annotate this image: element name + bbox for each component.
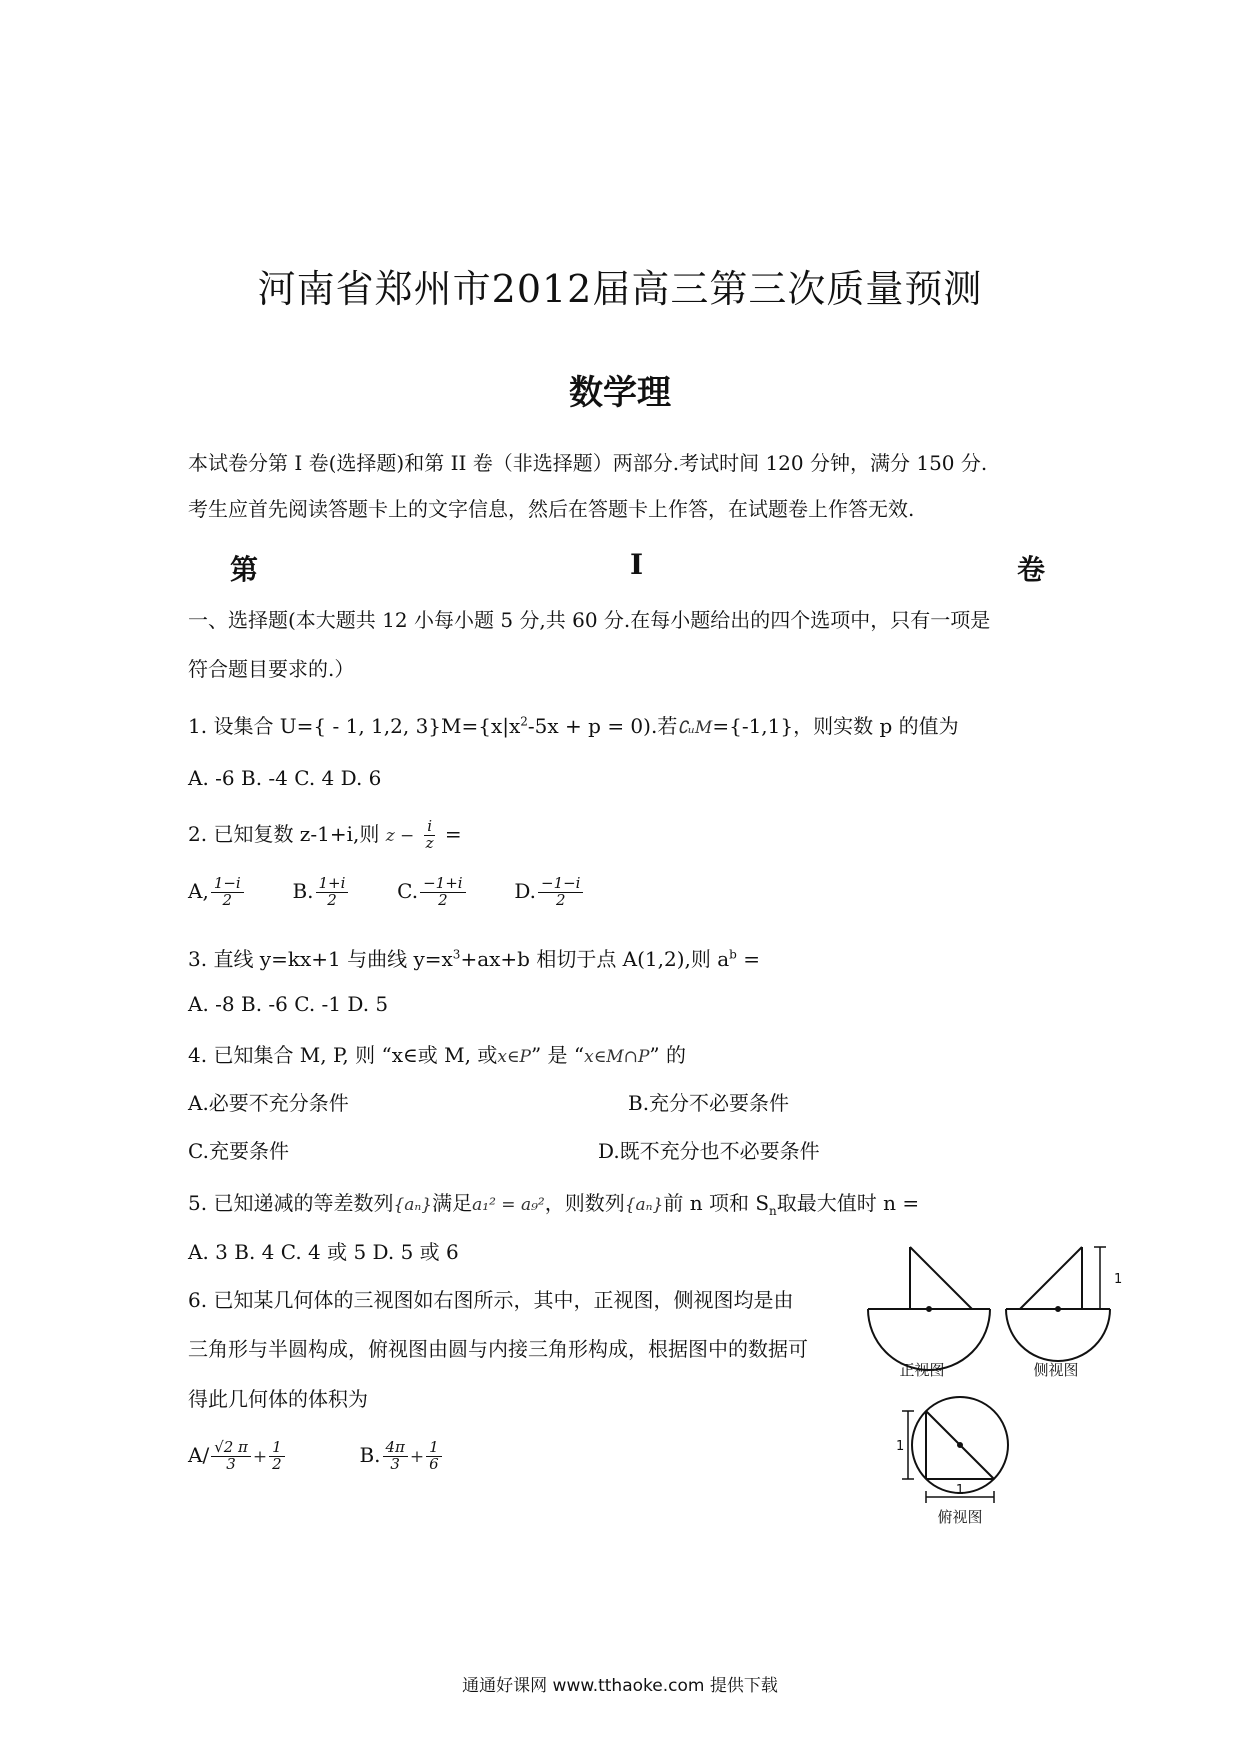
- q3-stem-part: +ax+b 相切于点 A(1,2),则 a: [460, 947, 730, 971]
- side-view-label: 侧视图: [1033, 1361, 1079, 1379]
- frac-den: 2: [438, 890, 448, 909]
- question-6-options: [188, 1440, 444, 1473]
- q2-frac-den: z: [425, 834, 434, 852]
- intro-line-2: 考生应首先阅读答题卡上的文字信息，然后在答题卡上作答，在试题卷上作答无效.: [188, 497, 915, 521]
- question-4-option-c: C.充要条件: [188, 1139, 289, 1163]
- question-4-stem: [188, 1039, 686, 1068]
- question-3-stem: [188, 943, 760, 972]
- frac-num: −1−i: [538, 876, 583, 893]
- q3-sup: b: [729, 947, 737, 962]
- front-view-center-point: [927, 1307, 931, 1311]
- part1-line-2: 符合题目要求的.）: [188, 657, 355, 681]
- q6-option-b-frac2: [426, 1440, 442, 1473]
- question-4-option-b: B.充分不必要条件: [628, 1091, 790, 1115]
- question-6-line-2: 三角形与半圆构成，俯视图由圆与内接三角形构成，根据图中的数据可: [188, 1337, 808, 1361]
- q6-option-a-frac: [211, 1440, 251, 1473]
- intro-line-1: 本试卷分第 I 卷(选择题)和第 II 卷（非选择题）两部分.考试时间 120 分钟，满分 150 分.: [188, 451, 988, 475]
- q2-stem-part: 2. 已知复数 z-1+i,则: [188, 822, 380, 846]
- frac-den: 3: [226, 1454, 236, 1473]
- q2-option-a: A,: [188, 878, 209, 903]
- side-view-drawing: [1006, 1247, 1110, 1361]
- q2-option-d-frac: [538, 876, 583, 909]
- question-1-stem: [188, 710, 959, 739]
- section-heading-middle: I: [630, 548, 644, 581]
- section-heading-left: 第: [230, 553, 259, 586]
- frac-den: 2: [222, 890, 233, 909]
- q1-stem-part: -5x + p = 0).若: [527, 714, 678, 738]
- q6-option-a-frac2: [269, 1440, 285, 1473]
- q4-stem-part: ” 的: [649, 1043, 686, 1067]
- page-title: 河南省郑州市2012届高三第三次质量预测: [257, 267, 983, 311]
- frac-num: 1+i: [316, 876, 349, 893]
- q1-sup: 2: [520, 714, 528, 729]
- q3-stem-part: =: [736, 947, 760, 971]
- q2-frac-num: i: [424, 819, 435, 836]
- q5-math: {aₙ}: [624, 1195, 664, 1215]
- q5-stem-part: 取最大值时 n =: [776, 1191, 920, 1215]
- q4-stem-part: ” 是 “: [530, 1043, 585, 1067]
- q6-plus: +: [409, 1446, 425, 1467]
- question-6-line-1: 6. 已知某几何体的三视图如右图所示，其中，正视图，侧视图均是由: [188, 1288, 794, 1312]
- q3-stem-part: 3. 直线 y=kx+1 与曲线 y=x: [188, 947, 453, 971]
- q5-stem-part: 满足: [432, 1191, 473, 1215]
- frac-num: 1: [269, 1440, 285, 1457]
- q5-sub: n: [769, 1204, 777, 1218]
- q6-option-b-frac: [383, 1440, 408, 1473]
- section-heading-right: 卷: [1017, 553, 1046, 586]
- question-4-option-a: A.必要不充分条件: [188, 1091, 349, 1115]
- q4-stem-part: 4. 已知集合 M, P, 则 “x∈或 M, 或: [188, 1043, 498, 1067]
- page-subtitle: 数学理: [569, 373, 671, 413]
- front-view-drawing: [868, 1247, 990, 1370]
- q5-stem-part: 前 n 项和 S: [663, 1191, 770, 1215]
- side-view-hypotenuse: [1020, 1247, 1082, 1309]
- q2-fraction: [423, 819, 437, 852]
- question-6-line-3: 得此几何体的体积为: [188, 1387, 368, 1411]
- q4-math: x∈P: [497, 1047, 531, 1067]
- q2-option-b-frac: [316, 876, 349, 909]
- side-view-semicircle: [1006, 1309, 1110, 1361]
- q2-option-c-frac: [420, 876, 465, 909]
- q2-option-d: D.: [514, 878, 536, 903]
- question-5-stem: [188, 1187, 919, 1218]
- front-view-hypotenuse: [910, 1247, 972, 1309]
- footer-text: 通通好课网 www.tthaoke.com 提供下载: [462, 1676, 778, 1696]
- part1-line-1: 一、选择题(本大题共 12 小每小题 5 分,共 60 分.在每小题给出的四个选项中，只有一项是: [188, 608, 991, 632]
- top-view-center-point: [958, 1443, 962, 1447]
- frac-num: 1−i: [211, 876, 244, 893]
- frac-num: √2 π: [211, 1440, 251, 1457]
- frac-den: 2: [327, 890, 337, 909]
- q1-math: ∁ᵤM: [677, 718, 713, 738]
- front-view-label: 正视图: [899, 1361, 945, 1379]
- frac-num: −1+i: [420, 876, 465, 893]
- frac-den: 2: [555, 890, 566, 909]
- three-view-figure: [860, 1235, 1130, 1535]
- q6-option-b: B.: [359, 1442, 381, 1467]
- q5-stem-part: 5. 已知递减的等差数列: [188, 1191, 394, 1215]
- frac-den: 3: [390, 1454, 400, 1473]
- side-view-dimension-label: 1: [1114, 1272, 1123, 1287]
- top-view-vertical-dimension-label: 1: [896, 1439, 905, 1454]
- question-4-option-d: D.既不充分也不必要条件: [598, 1139, 820, 1163]
- q2-math: z −: [385, 826, 415, 846]
- q1-stem-part: 1. 设集合 U={ - 1, 1,2, 3}M={x|x: [188, 714, 521, 738]
- question-2-options: [188, 876, 585, 909]
- q4-math: x∈M∩P: [584, 1047, 650, 1067]
- frac-den: 6: [429, 1454, 439, 1473]
- top-view-horizontal-dimension-label: 1: [955, 1483, 965, 1498]
- frac-num: 4π: [383, 1440, 408, 1457]
- q2-option-b: B.: [292, 878, 314, 903]
- frac-den: 2: [272, 1454, 282, 1473]
- q2-option-c: C.: [397, 878, 419, 903]
- frac-num: 1: [426, 1440, 442, 1457]
- q5-stem-part: ，则数列: [544, 1191, 625, 1215]
- question-3-options: A. -8 B. -6 C. -1 D. 5: [188, 992, 389, 1016]
- q1-stem-part: ={-1,1}，则实数 p 的值为: [712, 714, 959, 738]
- q2-math: =: [444, 822, 462, 846]
- q6-option-a: A/: [188, 1442, 210, 1467]
- question-1-options: A. -6 B. -4 C. 4 D. 6: [188, 766, 382, 790]
- q2-option-a-frac: [211, 876, 244, 909]
- question-2-stem: [188, 818, 462, 852]
- question-5-options: A. 3 B. 4 C. 4 或 5 D. 5 或 6: [188, 1240, 459, 1264]
- q5-math: a₁² = a₉²: [472, 1195, 545, 1215]
- q3-sup: 3: [452, 947, 461, 962]
- q6-plus: +: [252, 1446, 268, 1467]
- top-view-label: 俯视图: [937, 1508, 983, 1526]
- side-view-center-point: [1056, 1307, 1060, 1311]
- q5-math: {aₙ}: [393, 1195, 433, 1215]
